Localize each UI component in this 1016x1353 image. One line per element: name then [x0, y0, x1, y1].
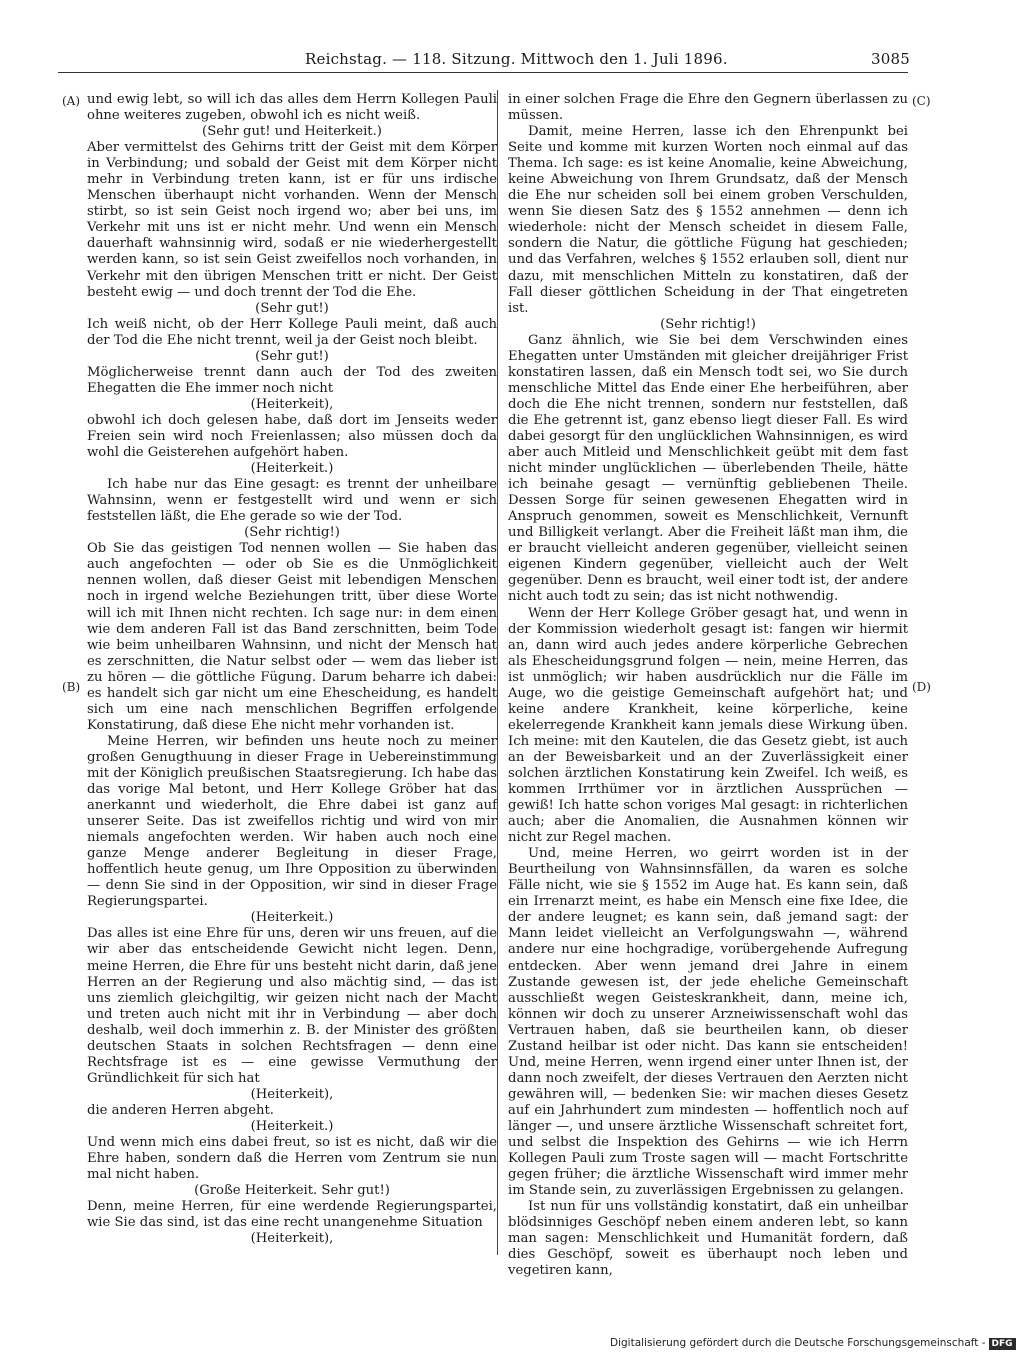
- paragraph: Ist nun für uns vollständig konstatirt, daß ein unheilbar blödsinniges Geschöpf neben einem anderen lebt, so kann man sagen: Menschlichkeit und Humanität fordern, daß dies Geschöpf, soweit es überhaupt noch leben und vegetiren kann,: [508, 1199, 908, 1279]
- interjection: (Sehr gut!): [255, 300, 329, 316]
- paragraph: Meine Herren, wir befinden uns heute noch zu meiner großen Genugthuung in dieser Frage in Uebereinstimmung mit der Königlich preußischen Staatsregierung. Ich habe das das vorige Mal betont, und Herr Kollege Gröber hat das anerkannt und wiederholt, die Ehre dabei ist ganz auf unserer Seite. Das ist zweifellos richtig und wird von mir niemals angefochten werden. Wir haben auch noch eine ganze Menge anderer Begleitung in dieser Frage, hoffentlich heute genug, um Ihre Opposition zu überwinden — denn Sie sind in der Opposition, wir sind in dieser Frage Regierungspartei.: [87, 733, 497, 910]
- paragraph: und ewig lebt, so will ich das alles dem Herrn Kollegen Pauli ohne weiteres zugeben, obwohl ich es nicht weiß.: [87, 92, 497, 124]
- paragraph: Denn, meine Herren, für eine werdende Regierungspartei, wie Sie das sind, ist das eine recht unangenehme Situation: [87, 1199, 497, 1231]
- interjection: (Heiterkeit.): [250, 910, 334, 926]
- margin-marker-b: (B): [62, 680, 81, 694]
- interjection: (Sehr richtig!): [244, 525, 340, 541]
- paragraph: Aber vermittelst des Gehirns tritt der Geist mit dem Körper in Verbindung; und sobald der Geist mit dem Körper nicht mehr in Verbindung treten kann, ist er für uns irdische Menschen überhaupt nicht vorhanden. Wenn der Mensch stirbt, so ist sein Geist noch irgend wo; aber bei uns, im Verkehr mit uns ist er nicht mehr. Und wenn ein Mensch dauerhaft wahnsinnig wird, sodaß er nie wiederhergestellt werden kann, so ist sein Geist zweifellos noch vorhanden, in Verkehr mit den übrigen Menschen tritt er nicht. Der Geist besteht ewig — und doch trennt der Tod die Ehe.: [87, 140, 497, 300]
- interjection: (Heiterkeit.): [250, 461, 334, 477]
- paragraph: Und, meine Herren, wo geirrt worden ist in der Beurtheilung von Wahnsinnsfällen, da waren es solche Fälle nicht, wie sie § 1552 im Auge hat. Es kann sein, daß ein Irrenarzt meint, es habe ein Mensch eine fixe Idee, die der andere leugnet; es kann sein, daß jemand sagt: der Mann leidet vielleicht an Verfolgungswahn —, während andere nur eine hochgradige, vorübergehende Aufregung entdecken. Aber wenn jemand drei Jahre in einem Zustande gewesen ist, der jede eheliche Gemeinschaft ausschließt wegen Geisteskrankheit, dann, meine ich, können wir doch zu unserer Arzneiwissenschaft wohl das Vertrauen haben, daß sie beurtheilen kann, ob dieser Zustand heilbar ist oder nicht. Das kann sie entscheiden! Und, meine Herren, wenn irgend einer unter Ihnen ist, der dann noch zweifelt, der dieses Vertrauen den Aerzten nicht gewähren will, — bedenken Sie: wir machen dieses Gesetz auf ein Jahrhundert zum mindesten — hoffentlich noch auf länger —, und unsere ärztliche Wissenschaft schreitet fort, und selbst die Inspektion des Gehirns — wie ich Herrn Kollegen Pauli zum Troste sagen will — macht Fortschritte gegen früher; die ärztliche Wissenschaft wird immer mehr im Stande sein, zu zuverlässigen Ergebnissen zu gelangen.: [508, 846, 908, 1199]
- paragraph: Ich weiß nicht, ob der Herr Kollege Pauli meint, daß auch der Tod die Ehe nicht trennt, weil ja der Geist noch bleibt.: [87, 316, 497, 348]
- running-header: [60, 50, 910, 72]
- interjection: (Sehr gut!): [255, 348, 329, 364]
- right-column: [508, 92, 908, 1279]
- page-number: 3085: [871, 50, 910, 68]
- interjection: (Heiterkeit),: [250, 1086, 334, 1102]
- interjection: (Heiterkeit),: [250, 1231, 334, 1247]
- interjection: (Heiterkeit),: [250, 396, 334, 412]
- margin-marker-c: (C): [912, 94, 931, 108]
- paragraph: Ganz ähnlich, wie Sie bei dem Verschwinden eines Ehegatten unter Umständen mit gleicher dreijähriger Frist konstatiren lassen, daß ein Mensch todt sei, wo Sie durch menschliche Mittel das Ende einer Ehe herbeiführen, aber doch die Ehe nicht trennen, sondern nur feststellen, daß die Ehe getrennt ist, ganz ebenso liegt dieser Fall. Es wird dabei gesorgt für den unglücklichen Wahnsinnigen, es wird aber auch Mitleid und Menschlichkeit geübt mit dem fast nicht minder unglücklichen — überlebenden Theile, hätte ich beinahe gesagt — vernünftig gebliebenen Theile. Dessen Sorge für seinen gewesenen Ehegatten wird in Anspruch genommen, soweit es Menschlichkeit, Vernunft und Billigkeit verlangt. Aber die Freiheit läßt man ihm, die er braucht vielleicht anderen gegenüber, vielleicht seinen eigenen Kindern gegenüber, vielleicht auch der Welt gegenüber. Denn es braucht, weil einer todt ist, der andere nicht auch todt zu sein; das ist nicht nothwendig.: [508, 332, 908, 605]
- paragraph: obwohl ich doch gelesen habe, daß dort im Jenseits weder Freien sein wird noch Freienlassen; also müssen doch da wohl die Geisterehen aufgehört haben.: [87, 412, 497, 461]
- paragraph: in einer solchen Frage die Ehre den Gegnern überlassen zu müssen.: [508, 92, 908, 124]
- paragraph: Damit, meine Herren, lasse ich den Ehrenpunkt bei Seite und komme mit kurzen Worten noch einmal auf das Thema. Ich sage: es ist keine Anomalie, keine Abweichung, keine Abweichung von Ihrem Grundsatz, daß der Mensch die Ehe nur scheiden soll bei einem groben Verschulden, wenn Sie diesen Satz des § 1552 annehmen — denn ich wiederhole: nicht der Mensch scheidet in diesem Falle, sondern die Natur, die göttliche Fügung hat geschieden; und das Verfahren, welches § 1552 erlauben soll, dient nur dazu, mit menschlichen Mitteln zu konstatiren, daß der Fall dieser göttlichen Scheidung in der That eingetreten ist.: [508, 124, 908, 316]
- footer-text: Digitalisierung gefördert durch die Deutsche Forschungsgemeinschaft -: [610, 1337, 986, 1349]
- dfg-logo: DFG: [989, 1338, 1016, 1350]
- interjection: (Sehr gut! und Heiterkeit.): [202, 124, 382, 140]
- interjection: (Sehr richtig!): [660, 316, 756, 332]
- paragraph: die anderen Herren abgeht.: [87, 1102, 274, 1118]
- column-divider: [497, 90, 498, 1255]
- footer-credit: [610, 1337, 1013, 1351]
- paragraph: Das alles ist eine Ehre für uns, deren wir uns freuen, auf die wir aber das entscheidende Gewicht nicht legen. Denn, meine Herren, die Ehre für uns besteht nicht darin, daß jene Herren an der Regierung und also mächtig sind, — das ist uns ziemlich gleichgiltig, wir geizen nicht nach der Macht und treten auch nicht mit ihr in Verbindung — aber doch deshalb, weil doch immerhin z. B. der Minister des größten deutschen Staats in solchen Rechtsfragen — denn eine Rechtsfrage ist es — eine gewisse Vermuthung der Gründlichkeit für sich hat: [87, 926, 497, 1086]
- left-column: [87, 92, 497, 1247]
- margin-marker-a: (A): [62, 94, 81, 108]
- interjection: (Große Heiterkeit. Sehr gut!): [194, 1183, 390, 1199]
- header-rule: [58, 72, 908, 73]
- paragraph: Ob Sie das geistigen Tod nennen wollen — Sie haben das auch angefochten — oder ob Sie es die Unmöglichkeit nennen wollen, daß dieser Geist mit lebendigen Menschen noch in irgend welche Beziehungen tritt, über diese Worte will ich mit Ihnen nicht rechten. Ich sage nur: in dem einen wie dem anderen Fall ist das Band zerschnitten, beim Tode wie beim unheilbaren Wahnsinn, und nicht der Mensch hat es zerschnitten, die Natur selbst oder — wem das lieber ist zu hören — die göttliche Fügung. Darum beharre ich dabei: es handelt sich gar nicht um eine Ehescheidung, es handelt sich um eine nach menschlichen Begriffen erfolgende Konstatirung, daß diese Ehe nicht mehr vorhanden ist.: [87, 541, 497, 733]
- paragraph: Und wenn mich eins dabei freut, so ist es nicht, daß wir die Ehre haben, sondern daß die Herren vom Zentrum sie nun mal nicht haben.: [87, 1135, 497, 1183]
- paragraph: Ich habe nur das Eine gesagt: es trennt der unheilbare Wahnsinn, wenn er festgestellt wird und wenn er sich feststellen läßt, die Ehe gerade so wie der Tod.: [87, 477, 497, 525]
- margin-marker-d: (D): [912, 680, 931, 694]
- interjection: (Heiterkeit.): [250, 1119, 334, 1134]
- header-title: Reichstag. — 118. Sitzung. Mittwoch den 1. Juli 1896.: [305, 50, 728, 68]
- paragraph: Möglicherweise trennt dann auch der Tod des zweiten Ehegatten die Ehe immer noch nicht: [87, 364, 497, 396]
- paragraph: Wenn der Herr Kollege Gröber gesagt hat, und wenn in der Kommission wiederholt gesagt ist: fangen wir hiermit an, dann wird auch jedes andere körperliche Gebrechen als Ehescheidungsgrund folgen — nein, meine Herren, das ist unmöglich; wir haben ausdrücklich nur die Fälle im Auge, wo die geistige Gemeinschaft aufgehört hat; und keine andere Krankheit, keine körperliche, keine ekelerregende Krankheit kann jemals diese Wirkung üben. Ich meine: mit den Kautelen, die das Gesetz giebt, ist auch an der Beweisbarkeit und an der Zuverlässigkeit einer solchen ärztlichen Konstatirung kein Zweifel. Ich weiß, es kommen Irrthümer vor in ärztlichen Aussprüchen — gewiß! Ich hatte schon voriges Mal gesagt: in richterlichen auch; aber die Anomalien, die Ausnahmen können wir nicht zur Regel machen.: [508, 605, 908, 846]
